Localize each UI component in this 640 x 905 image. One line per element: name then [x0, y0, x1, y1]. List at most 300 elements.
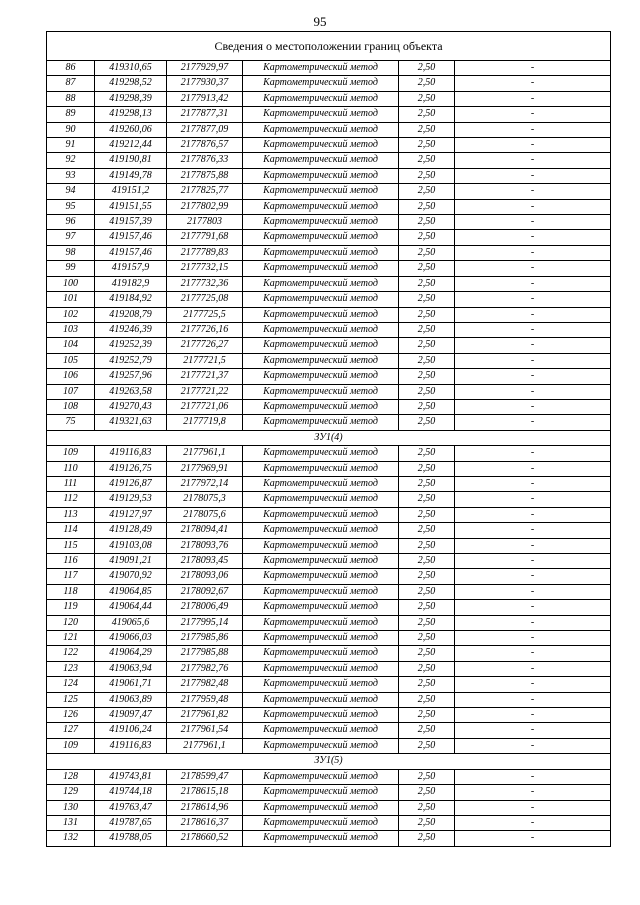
description-cell: - — [455, 708, 611, 723]
description-cell: - — [455, 276, 611, 291]
table-row — [47, 646, 611, 661]
description-cell: - — [455, 815, 611, 830]
x-coordinate-cell: 419310,65 — [95, 61, 167, 76]
accuracy-cell: 2,50 — [399, 399, 455, 414]
point-number-cell: 118 — [47, 584, 95, 599]
point-number-cell: 117 — [47, 569, 95, 584]
x-coordinate-cell: 419208,79 — [95, 307, 167, 322]
accuracy-cell: 2,50 — [399, 461, 455, 476]
description-cell: - — [455, 461, 611, 476]
y-coordinate-cell: 2177876,57 — [167, 138, 243, 153]
description-cell: - — [455, 107, 611, 122]
x-coordinate-cell: 419128,49 — [95, 523, 167, 538]
accuracy-cell: 2,50 — [399, 800, 455, 815]
point-number-cell: 106 — [47, 369, 95, 384]
table-row — [47, 61, 611, 76]
table-row — [47, 292, 611, 307]
method-cell: Картометрический метод — [243, 476, 399, 491]
point-number-cell: 90 — [47, 122, 95, 137]
section-label: ЗУ1(4) — [47, 430, 611, 445]
x-coordinate-cell: 419061,71 — [95, 677, 167, 692]
method-cell: Картометрический метод — [243, 338, 399, 353]
y-coordinate-cell: 2178075,6 — [167, 507, 243, 522]
accuracy-cell: 2,50 — [399, 338, 455, 353]
accuracy-cell: 2,50 — [399, 600, 455, 615]
x-coordinate-cell: 419246,39 — [95, 322, 167, 337]
table-row — [47, 476, 611, 491]
y-coordinate-cell: 2177972,14 — [167, 476, 243, 491]
y-coordinate-cell: 2178616,37 — [167, 815, 243, 830]
x-coordinate-cell: 419321,63 — [95, 415, 167, 430]
y-coordinate-cell: 2177802,99 — [167, 199, 243, 214]
x-coordinate-cell: 419763,47 — [95, 800, 167, 815]
point-number-cell: 115 — [47, 538, 95, 553]
point-number-cell: 88 — [47, 91, 95, 106]
description-cell: - — [455, 554, 611, 569]
y-coordinate-cell: 2178094,41 — [167, 523, 243, 538]
method-cell: Картометрический метод — [243, 107, 399, 122]
point-number-cell: 102 — [47, 307, 95, 322]
x-coordinate-cell: 419157,39 — [95, 215, 167, 230]
table-row — [47, 815, 611, 830]
table-row — [47, 785, 611, 800]
y-coordinate-cell: 2177961,1 — [167, 446, 243, 461]
table-row — [47, 600, 611, 615]
y-coordinate-cell: 2177961,82 — [167, 708, 243, 723]
y-coordinate-cell: 2177969,91 — [167, 461, 243, 476]
description-cell: - — [455, 353, 611, 368]
method-cell: Картометрический метод — [243, 661, 399, 676]
y-coordinate-cell: 2177725,5 — [167, 307, 243, 322]
point-number-cell: 112 — [47, 492, 95, 507]
x-coordinate-cell: 419151,55 — [95, 199, 167, 214]
accuracy-cell: 2,50 — [399, 107, 455, 122]
y-coordinate-cell: 2178615,18 — [167, 785, 243, 800]
description-cell: - — [455, 492, 611, 507]
table-row — [47, 107, 611, 122]
table-row — [47, 245, 611, 260]
x-coordinate-cell: 419064,29 — [95, 646, 167, 661]
table-row — [47, 738, 611, 753]
table-row — [47, 692, 611, 707]
x-coordinate-cell: 419126,87 — [95, 476, 167, 491]
description-cell: - — [455, 507, 611, 522]
point-number-cell: 89 — [47, 107, 95, 122]
description-cell: - — [455, 384, 611, 399]
description-cell: - — [455, 584, 611, 599]
accuracy-cell: 2,50 — [399, 785, 455, 800]
point-number-cell: 109 — [47, 446, 95, 461]
description-cell: - — [455, 168, 611, 183]
x-coordinate-cell: 419066,03 — [95, 631, 167, 646]
description-cell: - — [455, 230, 611, 245]
method-cell: Картометрический метод — [243, 353, 399, 368]
description-cell: - — [455, 261, 611, 276]
accuracy-cell: 2,50 — [399, 369, 455, 384]
accuracy-cell: 2,50 — [399, 446, 455, 461]
y-coordinate-cell: 2177913,42 — [167, 91, 243, 106]
description-cell: - — [455, 569, 611, 584]
accuracy-cell: 2,50 — [399, 569, 455, 584]
method-cell: Картометрический метод — [243, 523, 399, 538]
x-coordinate-cell: 419106,24 — [95, 723, 167, 738]
method-cell: Картометрический метод — [243, 600, 399, 615]
table-row — [47, 723, 611, 738]
y-coordinate-cell: 2177876,33 — [167, 153, 243, 168]
point-number-cell: 124 — [47, 677, 95, 692]
x-coordinate-cell: 419298,52 — [95, 76, 167, 91]
method-cell: Картометрический метод — [243, 461, 399, 476]
accuracy-cell: 2,50 — [399, 184, 455, 199]
y-coordinate-cell: 2177726,16 — [167, 322, 243, 337]
y-coordinate-cell: 2177726,27 — [167, 338, 243, 353]
point-number-cell: 116 — [47, 554, 95, 569]
accuracy-cell: 2,50 — [399, 91, 455, 106]
method-cell: Картометрический метод — [243, 261, 399, 276]
table-row — [47, 122, 611, 137]
x-coordinate-cell: 419063,89 — [95, 692, 167, 707]
x-coordinate-cell: 419788,05 — [95, 831, 167, 846]
accuracy-cell: 2,50 — [399, 538, 455, 553]
table-row — [47, 199, 611, 214]
description-cell: - — [455, 415, 611, 430]
description-cell: - — [455, 631, 611, 646]
description-cell: - — [455, 184, 611, 199]
y-coordinate-cell: 2177961,54 — [167, 723, 243, 738]
description-cell: - — [455, 61, 611, 76]
y-coordinate-cell: 2178092,67 — [167, 584, 243, 599]
y-coordinate-cell: 2178599,47 — [167, 769, 243, 784]
method-cell: Картометрический метод — [243, 615, 399, 630]
point-number-cell: 97 — [47, 230, 95, 245]
y-coordinate-cell: 2177791,68 — [167, 230, 243, 245]
y-coordinate-cell: 2177985,86 — [167, 631, 243, 646]
accuracy-cell: 2,50 — [399, 153, 455, 168]
y-coordinate-cell: 2177875,88 — [167, 168, 243, 183]
table-row — [47, 91, 611, 106]
section-header-row — [47, 430, 611, 445]
table-title-row — [47, 32, 611, 61]
accuracy-cell: 2,50 — [399, 61, 455, 76]
x-coordinate-cell: 419064,44 — [95, 600, 167, 615]
point-number-cell: 122 — [47, 646, 95, 661]
accuracy-cell: 2,50 — [399, 815, 455, 830]
method-cell: Картометрический метод — [243, 369, 399, 384]
point-number-cell: 104 — [47, 338, 95, 353]
table-row — [47, 523, 611, 538]
description-cell: - — [455, 199, 611, 214]
table-row — [47, 215, 611, 230]
y-coordinate-cell: 2177732,36 — [167, 276, 243, 291]
point-number-cell: 93 — [47, 168, 95, 183]
x-coordinate-cell: 419744,18 — [95, 785, 167, 800]
x-coordinate-cell: 419743,81 — [95, 769, 167, 784]
table-row — [47, 230, 611, 245]
y-coordinate-cell: 2177985,88 — [167, 646, 243, 661]
method-cell: Картометрический метод — [243, 631, 399, 646]
accuracy-cell: 2,50 — [399, 523, 455, 538]
y-coordinate-cell: 2178093,06 — [167, 569, 243, 584]
description-cell: - — [455, 446, 611, 461]
x-coordinate-cell: 419116,83 — [95, 446, 167, 461]
accuracy-cell: 2,50 — [399, 199, 455, 214]
table-row — [47, 584, 611, 599]
point-number-cell: 131 — [47, 815, 95, 830]
x-coordinate-cell: 419070,92 — [95, 569, 167, 584]
method-cell: Картометрический метод — [243, 677, 399, 692]
accuracy-cell: 2,50 — [399, 661, 455, 676]
point-number-cell: 103 — [47, 322, 95, 337]
x-coordinate-cell: 419103,08 — [95, 538, 167, 553]
method-cell: Картометрический метод — [243, 91, 399, 106]
x-coordinate-cell: 419116,83 — [95, 738, 167, 753]
method-cell: Картометрический метод — [243, 785, 399, 800]
method-cell: Картометрический метод — [243, 446, 399, 461]
table-row — [47, 631, 611, 646]
method-cell: Картометрический метод — [243, 153, 399, 168]
point-number-cell: 110 — [47, 461, 95, 476]
table-row — [47, 353, 611, 368]
point-number-cell: 111 — [47, 476, 95, 491]
point-number-cell: 95 — [47, 199, 95, 214]
table-row — [47, 492, 611, 507]
description-cell: - — [455, 338, 611, 353]
description-cell: - — [455, 831, 611, 846]
description-cell: - — [455, 661, 611, 676]
accuracy-cell: 2,50 — [399, 723, 455, 738]
table-row — [47, 276, 611, 291]
method-cell: Картометрический метод — [243, 554, 399, 569]
point-number-cell: 132 — [47, 831, 95, 846]
description-cell: - — [455, 615, 611, 630]
description-cell: - — [455, 138, 611, 153]
accuracy-cell: 2,50 — [399, 384, 455, 399]
x-coordinate-cell: 419149,78 — [95, 168, 167, 183]
table-row — [47, 708, 611, 723]
y-coordinate-cell: 2177803 — [167, 215, 243, 230]
method-cell: Картометрический метод — [243, 61, 399, 76]
accuracy-cell: 2,50 — [399, 307, 455, 322]
accuracy-cell: 2,50 — [399, 292, 455, 307]
method-cell: Картометрический метод — [243, 538, 399, 553]
table-row — [47, 769, 611, 784]
table-row — [47, 322, 611, 337]
accuracy-cell: 2,50 — [399, 677, 455, 692]
accuracy-cell: 2,50 — [399, 631, 455, 646]
description-cell: - — [455, 692, 611, 707]
y-coordinate-cell: 2177877,31 — [167, 107, 243, 122]
accuracy-cell: 2,50 — [399, 708, 455, 723]
y-coordinate-cell: 2177877,09 — [167, 122, 243, 137]
accuracy-cell: 2,50 — [399, 353, 455, 368]
section-header-row — [47, 754, 611, 769]
description-cell: - — [455, 322, 611, 337]
y-coordinate-cell: 2178660,52 — [167, 831, 243, 846]
x-coordinate-cell: 419127,97 — [95, 507, 167, 522]
method-cell: Картометрический метод — [243, 738, 399, 753]
description-cell: - — [455, 399, 611, 414]
y-coordinate-cell: 2177982,76 — [167, 661, 243, 676]
x-coordinate-cell: 419091,21 — [95, 554, 167, 569]
accuracy-cell: 2,50 — [399, 738, 455, 753]
accuracy-cell: 2,50 — [399, 168, 455, 183]
method-cell: Картометрический метод — [243, 815, 399, 830]
point-number-cell: 101 — [47, 292, 95, 307]
method-cell: Картометрический метод — [243, 769, 399, 784]
method-cell: Картометрический метод — [243, 322, 399, 337]
method-cell: Картометрический метод — [243, 831, 399, 846]
table-row — [47, 569, 611, 584]
method-cell: Картометрический метод — [243, 723, 399, 738]
y-coordinate-cell: 2178093,45 — [167, 554, 243, 569]
table-row — [47, 338, 611, 353]
method-cell: Картометрический метод — [243, 584, 399, 599]
point-number-cell: 108 — [47, 399, 95, 414]
description-cell: - — [455, 600, 611, 615]
x-coordinate-cell: 419157,46 — [95, 230, 167, 245]
method-cell: Картометрический метод — [243, 276, 399, 291]
method-cell: Картометрический метод — [243, 507, 399, 522]
accuracy-cell: 2,50 — [399, 230, 455, 245]
point-number-cell: 128 — [47, 769, 95, 784]
point-number-cell: 107 — [47, 384, 95, 399]
point-number-cell: 114 — [47, 523, 95, 538]
method-cell: Картометрический метод — [243, 399, 399, 414]
x-coordinate-cell: 419270,43 — [95, 399, 167, 414]
point-number-cell: 99 — [47, 261, 95, 276]
accuracy-cell: 2,50 — [399, 415, 455, 430]
accuracy-cell: 2,50 — [399, 692, 455, 707]
x-coordinate-cell: 419097,47 — [95, 708, 167, 723]
method-cell: Картометрический метод — [243, 708, 399, 723]
point-number-cell: 92 — [47, 153, 95, 168]
method-cell: Картометрический метод — [243, 76, 399, 91]
y-coordinate-cell: 2177789,83 — [167, 245, 243, 260]
description-cell: - — [455, 476, 611, 491]
x-coordinate-cell: 419151,2 — [95, 184, 167, 199]
table-row — [47, 168, 611, 183]
table-title: Сведения о местоположении границ объекта — [47, 32, 611, 61]
page-number: 95 — [313, 14, 327, 29]
description-cell: - — [455, 677, 611, 692]
accuracy-cell: 2,50 — [399, 492, 455, 507]
point-number-cell: 96 — [47, 215, 95, 230]
point-number-cell: 75 — [47, 415, 95, 430]
table-row — [47, 384, 611, 399]
x-coordinate-cell: 419257,96 — [95, 369, 167, 384]
table-row — [47, 399, 611, 414]
table-row — [47, 615, 611, 630]
y-coordinate-cell: 2177961,1 — [167, 738, 243, 753]
method-cell: Картометрический метод — [243, 230, 399, 245]
method-cell: Картометрический метод — [243, 307, 399, 322]
method-cell: Картометрический метод — [243, 384, 399, 399]
point-number-cell: 123 — [47, 661, 95, 676]
description-cell: - — [455, 153, 611, 168]
y-coordinate-cell: 2178006,49 — [167, 600, 243, 615]
point-number-cell: 129 — [47, 785, 95, 800]
point-number-cell: 94 — [47, 184, 95, 199]
x-coordinate-cell: 419184,92 — [95, 292, 167, 307]
y-coordinate-cell: 2177721,06 — [167, 399, 243, 414]
method-cell: Картометрический метод — [243, 800, 399, 815]
point-number-cell: 113 — [47, 507, 95, 522]
table-row — [47, 461, 611, 476]
accuracy-cell: 2,50 — [399, 76, 455, 91]
description-cell: - — [455, 369, 611, 384]
description-cell: - — [455, 769, 611, 784]
accuracy-cell: 2,50 — [399, 646, 455, 661]
y-coordinate-cell: 2178075,3 — [167, 492, 243, 507]
y-coordinate-cell: 2177721,37 — [167, 369, 243, 384]
description-cell: - — [455, 215, 611, 230]
description-cell: - — [455, 785, 611, 800]
description-cell: - — [455, 76, 611, 91]
y-coordinate-cell: 2177995,14 — [167, 615, 243, 630]
accuracy-cell: 2,50 — [399, 122, 455, 137]
table-row — [47, 184, 611, 199]
table-row — [47, 507, 611, 522]
x-coordinate-cell: 419787,65 — [95, 815, 167, 830]
method-cell: Картометрический метод — [243, 168, 399, 183]
method-cell: Картометрический метод — [243, 199, 399, 214]
y-coordinate-cell: 2177732,15 — [167, 261, 243, 276]
point-number-cell: 130 — [47, 800, 95, 815]
method-cell: Картометрический метод — [243, 122, 399, 137]
table-row — [47, 369, 611, 384]
y-coordinate-cell: 2178093,76 — [167, 538, 243, 553]
method-cell: Картометрический метод — [243, 569, 399, 584]
x-coordinate-cell: 419252,39 — [95, 338, 167, 353]
accuracy-cell: 2,50 — [399, 831, 455, 846]
table-row — [47, 138, 611, 153]
description-cell: - — [455, 723, 611, 738]
description-cell: - — [455, 538, 611, 553]
x-coordinate-cell: 419157,9 — [95, 261, 167, 276]
table-row — [47, 446, 611, 461]
y-coordinate-cell: 2177982,48 — [167, 677, 243, 692]
description-cell: - — [455, 91, 611, 106]
method-cell: Картометрический метод — [243, 492, 399, 507]
table-row — [47, 831, 611, 846]
y-coordinate-cell: 2177725,08 — [167, 292, 243, 307]
x-coordinate-cell: 419157,46 — [95, 245, 167, 260]
y-coordinate-cell: 2177930,37 — [167, 76, 243, 91]
method-cell: Картометрический метод — [243, 692, 399, 707]
method-cell: Картометрический метод — [243, 138, 399, 153]
method-cell: Картометрический метод — [243, 292, 399, 307]
point-number-cell: 86 — [47, 61, 95, 76]
x-coordinate-cell: 419298,39 — [95, 91, 167, 106]
x-coordinate-cell: 419064,85 — [95, 584, 167, 599]
description-cell: - — [455, 307, 611, 322]
description-cell: - — [455, 122, 611, 137]
table-row — [47, 538, 611, 553]
point-number-cell: 109 — [47, 738, 95, 753]
accuracy-cell: 2,50 — [399, 507, 455, 522]
x-coordinate-cell: 419263,58 — [95, 384, 167, 399]
y-coordinate-cell: 2177959,48 — [167, 692, 243, 707]
x-coordinate-cell: 419126,75 — [95, 461, 167, 476]
description-cell: - — [455, 523, 611, 538]
table-row — [47, 554, 611, 569]
table-row — [47, 153, 611, 168]
point-number-cell: 105 — [47, 353, 95, 368]
y-coordinate-cell: 2177719,8 — [167, 415, 243, 430]
y-coordinate-cell: 2178614,96 — [167, 800, 243, 815]
x-coordinate-cell: 419065,6 — [95, 615, 167, 630]
accuracy-cell: 2,50 — [399, 554, 455, 569]
